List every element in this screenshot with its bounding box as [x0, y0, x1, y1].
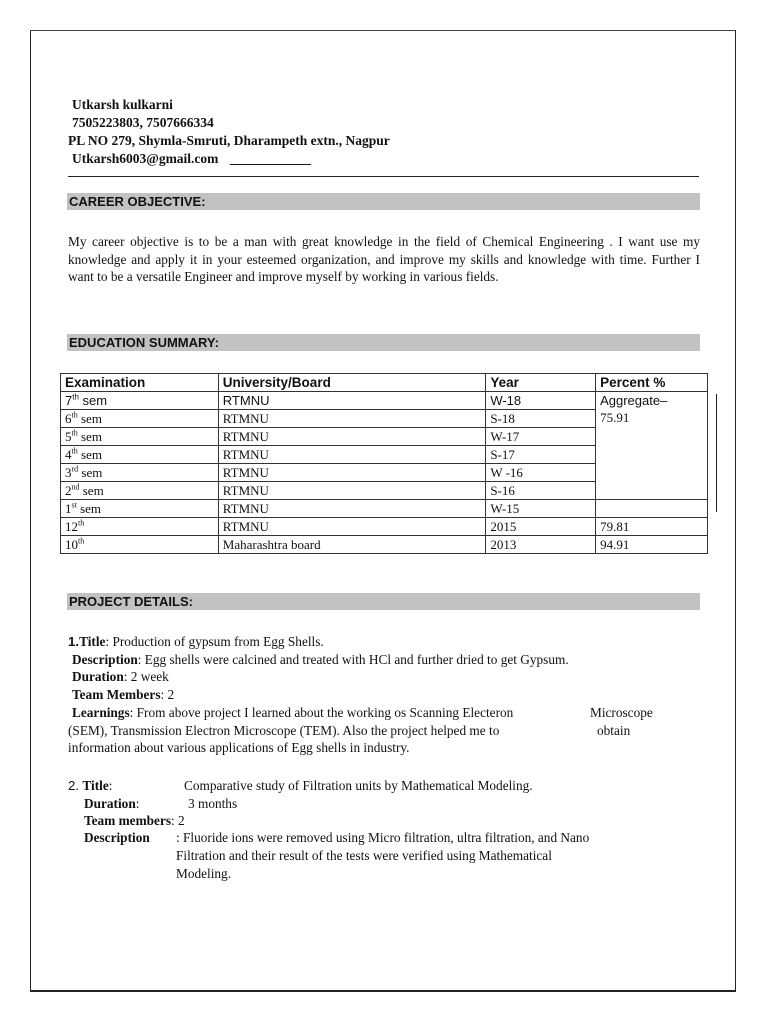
year-cell: S-17 [486, 446, 596, 464]
board-cell: RTMNU [218, 518, 486, 536]
col-percent: Percent % [596, 374, 708, 392]
project1-learnings-line3: information about various applications of Egg shells in industry. [68, 740, 410, 755]
board-cell: RTMNU [218, 464, 486, 482]
exam-cell: 12th [61, 518, 219, 536]
career-objective-heading: CAREER OBJECTIVE: [67, 193, 700, 210]
percent-cell: 94.91 [596, 536, 708, 554]
board-cell: RTMNU [218, 446, 486, 464]
aggregate-value: 75.91 [600, 410, 630, 425]
project1-learnings-line2-end: obtain [597, 723, 631, 738]
table-side-rule [716, 394, 717, 512]
project2-duration: Duration: [84, 796, 140, 811]
exam-cell: 5th sem [61, 428, 219, 446]
percent-cell [596, 500, 708, 518]
aggregate-label: Aggregate– [600, 393, 668, 408]
exam-cell: 2nd sem [61, 482, 219, 500]
email[interactable]: Utkarsh6003@gmail.com [72, 151, 219, 166]
project1-team: Team Members: 2 [72, 687, 175, 702]
year-cell: 2013 [486, 536, 596, 554]
board-cell: Maharashtra board [218, 536, 486, 554]
exam-cell: 1st sem [61, 500, 219, 518]
project1-duration: Duration: 2 week [72, 669, 169, 684]
project2-team: Team members: 2 [84, 813, 185, 828]
exam-cell: 4th sem [61, 446, 219, 464]
project2-description-label: Description [84, 830, 150, 845]
education-table [60, 373, 708, 554]
phone-numbers: 7505223803, 7507666334 [72, 115, 214, 130]
table-row [61, 500, 708, 518]
email-trail: ____________ [229, 151, 311, 166]
table-row [61, 518, 708, 536]
exam-cell: 10th [61, 536, 219, 554]
table-header-row [61, 374, 708, 392]
year-cell: S-16 [486, 482, 596, 500]
project2-description-line2: Filtration and their result of the tests were verified using Mathematical [176, 848, 552, 863]
year-cell: W-15 [486, 500, 596, 518]
project2-description-line3: Modeling. [176, 866, 232, 881]
project2-duration-value: 3 months [188, 796, 238, 811]
aggregate-cell [596, 392, 708, 500]
address: PL NO 279, Shymla-Smruti, Dharampeth extn., Nagpur [68, 133, 390, 148]
year-cell: W-17 [486, 428, 596, 446]
exam-cell: 7th sem [61, 392, 219, 410]
year-cell: S-18 [486, 410, 596, 428]
project1-learnings-line2: (SEM), Transmission Electron Microscope (TEM). Also the project helped me to [68, 723, 500, 738]
project2-description-line1: : Fluoride ions were removed using Micro filtration, ultra filtration, and Nano [176, 830, 590, 845]
year-cell: W-18 [486, 392, 596, 410]
table-row [61, 392, 708, 410]
col-university: University/Board [218, 374, 486, 392]
candidate-name: Utkarsh kulkarni [72, 97, 173, 112]
email-line [72, 150, 311, 168]
project1-title: 1.Title: Production of gypsum from Egg Shells. [68, 634, 324, 649]
project1-description: Description: Egg shells were calcined and treated with HCl and further dried to get Gypsum. [72, 652, 569, 667]
project1-learnings: Learnings: From above project I learned about the working os Scanning Electeron [72, 705, 514, 720]
percent-cell: 79.81 [596, 518, 708, 536]
col-examination: Examination [61, 374, 219, 392]
project2-title-text: Comparative study of Filtration units by Mathematical Modeling. [184, 778, 533, 793]
board-cell: RTMNU [218, 392, 486, 410]
education-summary-heading: EDUCATION SUMMARY: [67, 334, 700, 351]
project2-title: 2. Title: [68, 778, 113, 793]
board-cell: RTMNU [218, 482, 486, 500]
project1-learnings-end: Microscope [590, 705, 653, 720]
board-cell: RTMNU [218, 410, 486, 428]
exam-cell: 6th sem [61, 410, 219, 428]
exam-cell: 3rd sem [61, 464, 219, 482]
table-row [61, 536, 708, 554]
year-cell: W -16 [486, 464, 596, 482]
project-details-heading: PROJECT DETAILS: [67, 593, 700, 610]
career-objective-text: My career objective is to be a man with great knowledge in the field of Chemical Engineering . I want use my knowledge and apply it in your esteemed organization, and improve my skills and knowledge with time. Further I want to be a versatile Engineer and improve myself by working in various fields. [68, 234, 700, 284]
year-cell: 2015 [486, 518, 596, 536]
header-rule [68, 176, 699, 177]
board-cell: RTMNU [218, 428, 486, 446]
col-year: Year [486, 374, 596, 392]
board-cell: RTMNU [218, 500, 486, 518]
